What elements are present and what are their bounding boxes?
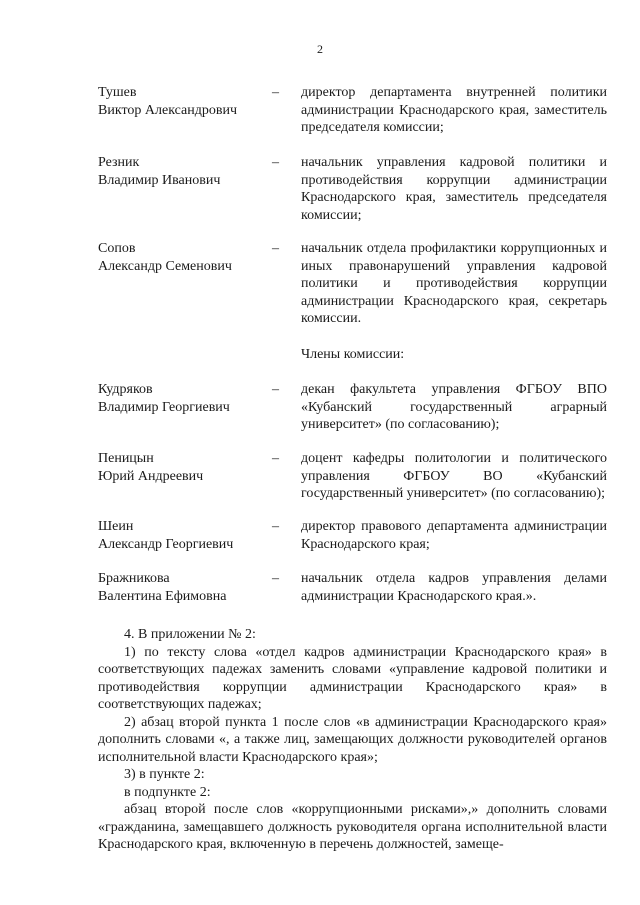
amendment-subitem: в подпункте 2: — [124, 784, 211, 800]
member-given-names: Владимир Иванович — [98, 172, 221, 188]
amendments-section — [98, 626, 607, 854]
member-dash: – — [272, 155, 279, 170]
amendment-item: 2) абзац второй пункта 1 после слов «в администрации Краснодарского края» дополнить словами «, а также лиц, замещающих должности руководителей органов исполнительной власти Краснодарского края»; — [98, 714, 607, 765]
member-name — [98, 240, 268, 275]
member-name — [98, 84, 268, 119]
member-role: доцент кафедры политологии и политического управления ФГБОУ ВО «Кубанский государственный университет» (по согласованию); — [301, 451, 607, 501]
member-dash: – — [272, 85, 279, 100]
member-name — [98, 450, 268, 485]
amendment-heading: 4. В приложении № 2: — [124, 627, 256, 642]
member-dash: – — [272, 382, 279, 397]
amendment-text: абзац второй после слов «коррупционными рисками»,» дополнить словами «гражданина, замещавшего должность руководителя органа исполнительной власти Краснодарского края, включенную в перечень должностей, замеще- — [98, 802, 607, 852]
member-role: начальник управления кадровой политики и противодействия коррупции администрации Краснодарского края, заместитель председателя комиссии; — [301, 155, 607, 223]
member-given-names: Юрий Андреевич — [98, 468, 204, 484]
member-role: директор департамента внутренней политики администрации Краснодарского края, заместитель председателя комиссии; — [301, 85, 607, 135]
member-name — [98, 154, 268, 189]
page-number: 2 — [317, 42, 323, 56]
member-role: декан факультета управления ФГБОУ ВПО «Кубанский государственный аграрный университет» (по согласованию); — [301, 382, 607, 432]
member-role: начальник отдела кадров управления делами администрации Краснодарского края.». — [301, 571, 607, 604]
member-surname: Резник — [98, 155, 140, 170]
member-surname: Пеницын — [98, 451, 154, 466]
member-name — [98, 518, 268, 553]
amendment-item: 3) в пункте 2: — [124, 767, 205, 782]
member-dash: – — [272, 241, 279, 256]
member-role: директор правового департамента администрации Краснодарского края; — [301, 519, 607, 552]
member-name — [98, 570, 268, 605]
member-surname: Кудряков — [98, 382, 153, 397]
members-heading: Члены комиссии: — [301, 347, 405, 362]
member-dash: – — [272, 519, 279, 534]
amendment-item: 1) по тексту слова «отдел кадров администрации Краснодарского края» в соответствующих падежах заменить словами «управление кадровой политики и противодействия коррупции администрации Краснодарского края» в соответствующих падежах; — [98, 644, 607, 712]
member-surname: Шеин — [98, 519, 134, 534]
member-given-names: Виктор Александрович — [98, 102, 238, 118]
member-given-names: Владимир Георгиевич — [98, 399, 230, 415]
member-name — [98, 381, 268, 416]
member-role: начальник отдела профилактики коррупционных и иных правонарушений управления кадровой политики и противодействия коррупции администрации Краснодарского края, секретарь комиссии. — [301, 241, 607, 326]
member-surname: Тушев — [98, 85, 137, 100]
member-given-names: Валентина Ефимовна — [98, 588, 227, 604]
member-dash: – — [272, 451, 279, 466]
member-surname: Сопов — [98, 241, 136, 256]
member-surname: Бражникова — [98, 571, 170, 586]
member-given-names: Александр Семенович — [98, 258, 232, 274]
member-given-names: Александр Георгиевич — [98, 536, 234, 552]
member-dash: – — [272, 571, 279, 586]
